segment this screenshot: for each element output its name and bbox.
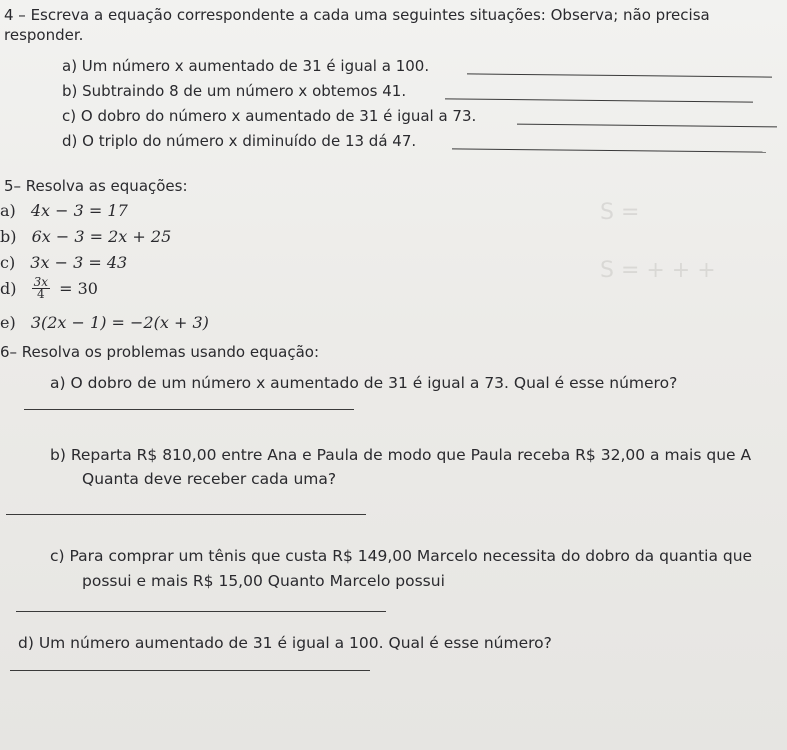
equation-e bbox=[0, 313, 209, 332]
equation-b bbox=[0, 227, 171, 246]
q6-item-d: d) Um número aumentado de 31 é igual a 100. Qual é esse número? bbox=[18, 634, 552, 652]
equation-label: a) bbox=[0, 201, 16, 220]
equation-label: d) bbox=[0, 279, 17, 298]
q4-item-c: c) O dobro do número x aumentado de 31 é igual a 73. bbox=[62, 107, 477, 125]
answer-line bbox=[24, 409, 354, 410]
bleed-through-mark: S = + + + bbox=[600, 258, 716, 283]
answer-line bbox=[445, 98, 753, 102]
answer-line bbox=[452, 148, 766, 152]
q6-heading: 6– Resolva os problemas usando equação: bbox=[0, 343, 319, 361]
equation-expression: 3(2x − 1) = −2(x + 3) bbox=[30, 313, 209, 332]
q4-heading-cont: responder. bbox=[4, 26, 84, 44]
fraction bbox=[32, 277, 50, 300]
fraction-numerator: 3x bbox=[33, 275, 48, 289]
q6-item-c-cont: possui e mais R$ 15,00 Quanto Marcelo possui bbox=[82, 572, 445, 590]
q6-item-b: b) Reparta R$ 810,00 entre Ana e Paula de modo que Paula receba R$ 32,00 a mais que A bbox=[50, 446, 752, 464]
equation-a bbox=[0, 201, 128, 220]
equation-expression: 4x − 3 = 17 bbox=[30, 201, 128, 220]
equation-rest: = 30 bbox=[59, 279, 98, 298]
answer-line bbox=[16, 611, 386, 612]
fraction-denominator: 4 bbox=[36, 287, 45, 301]
answer-line bbox=[467, 73, 772, 77]
q6-item-a: a) O dobro de um número x aumentado de 31 é igual a 73. Qual é esse número? bbox=[50, 374, 678, 392]
q4-item-b: b) Subtraindo 8 de um número x obtemos 41. bbox=[62, 82, 407, 100]
equation-label: b) bbox=[0, 227, 17, 246]
equation-label: c) bbox=[0, 253, 16, 272]
q6-item-c: c) Para comprar um tênis que custa R$ 149,00 Marcelo necessita do dobro da quantia que bbox=[50, 547, 753, 565]
q4-item-a: a) Um número x aumentado de 31 é igual a 100. bbox=[62, 57, 430, 75]
answer-line bbox=[517, 124, 777, 128]
equation-label: e) bbox=[0, 313, 16, 332]
answer-line bbox=[6, 514, 366, 515]
q6-item-b-cont: Quanta deve receber cada uma? bbox=[82, 470, 337, 488]
equation-c bbox=[0, 253, 127, 272]
bleed-through-mark: S = bbox=[600, 200, 640, 225]
equation-d bbox=[0, 277, 98, 300]
equation-expression: 6x − 3 = 2x + 25 bbox=[31, 227, 172, 246]
q5-heading: 5– Resolva as equações: bbox=[4, 177, 188, 195]
equation-expression: 3x − 3 = 43 bbox=[30, 253, 128, 272]
q4-item-d: d) O triplo do número x diminuído de 13 dá 47. bbox=[62, 132, 417, 150]
answer-line bbox=[10, 670, 370, 671]
q4-heading: 4 – Escreva a equação correspondente a cada uma seguintes situações: Observa; não precisa bbox=[4, 6, 710, 24]
